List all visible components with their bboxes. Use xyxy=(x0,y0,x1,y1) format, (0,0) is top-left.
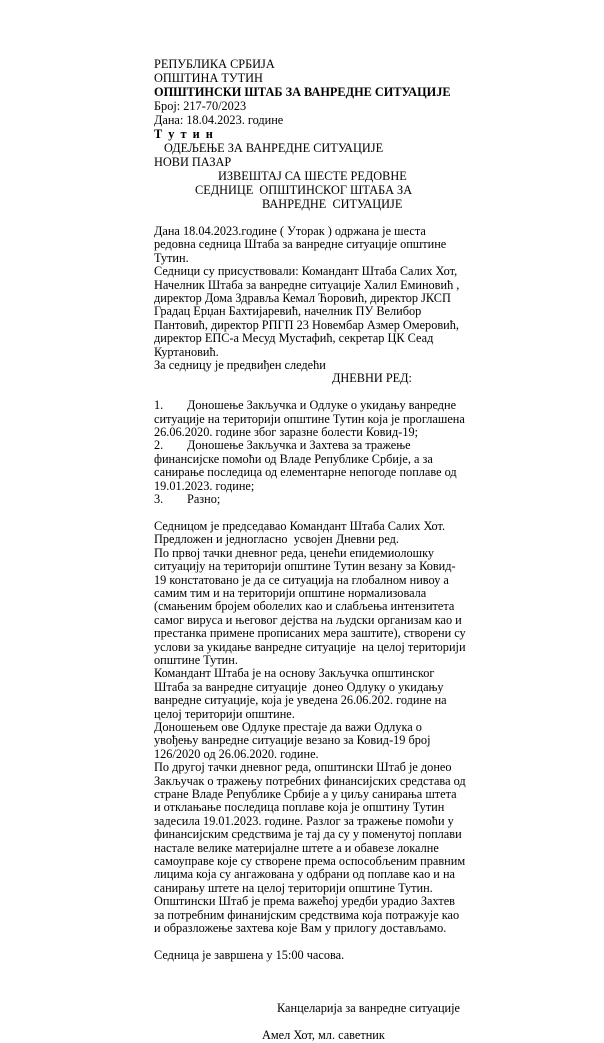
header-dept-line-2: НОВИ ПАЗАР xyxy=(154,155,232,169)
agenda-item-3 xyxy=(154,493,466,506)
intro-paragraph-1: Дана 18.04.2023.године ( Уторак ) одржана је шеста редовна седница Штаба за ванредне ситуације општине Тутин. xyxy=(154,224,450,265)
report-title-line-2: СЕДНИЦЕ ОПШТИНСКОГ ШТАБА ЗА xyxy=(195,183,413,197)
agenda-item-1-text: Доношење Закључка и Одлуке о укидању ванредне ситуације на територији општине Тутин која је проглашена 26.06.2020. године због заразне болести Ковид-19; xyxy=(154,398,468,440)
footer-signatory: Амел Хот, мл. саветник xyxy=(262,1028,385,1043)
header-place: Т у т и н xyxy=(154,127,215,141)
signature-section xyxy=(154,1002,466,1042)
header-dept-line-1: ОДЕЉЕЊЕ ЗА ВАНРЕДНЕ СИТУАЦИЈЕ xyxy=(164,141,384,155)
intro-paragraph-3: За седницу је предвиђен следећи xyxy=(154,358,326,373)
report-title-line-3: ВАНРЕДНЕ СИТУАЦИЈЕ xyxy=(262,197,403,211)
document-header xyxy=(154,57,466,211)
footer-office: Канцеларија за ванредне ситуације xyxy=(277,1001,461,1016)
minutes-paragraph-5: Доношењем ове Одлуке престаје да важи Одлука о увођењу ванредне ситуације везано за Ковид-19 број 126/2020 од 26.06.2020. године. xyxy=(154,720,434,761)
header-date: Дана: 18.04.2023. године xyxy=(154,113,284,127)
agenda-items xyxy=(154,399,466,506)
header-municipality: ОПШТИНА ТУТИН xyxy=(154,71,263,85)
minutes-section xyxy=(154,518,469,962)
minutes-paragraph-7: Општински Штаб је према важећој уредби урадио Захтев за потребним финанијским средствима која потражује као и образложење захтева које Вам у прилогу достављамо. xyxy=(154,894,463,936)
minutes-paragraph-1: Седницом је председавао Командант Штаба Салих Хот. xyxy=(154,518,446,533)
intro-section xyxy=(154,225,466,386)
header-staff-title: ОПШТИНСКИ ШТАБ ЗА ВАНРЕДНЕ СИТУАЦИЈЕ xyxy=(154,85,451,99)
intro-paragraph-2: Седници су присуствовали: Командант Штаба Салих Хот, Начелник Штаба за ванредне ситуације Халил Еминовић , директор Дома Здравља Кемал Ћоровић, директор ЈКСП Градац Ерџан Бахтијаревић, начелник ПУ Велибор Пантовић, директор РПГП 23 Новембар Азмер Омеровић, директор ЕПС-а Месуд Мустафић, секретар ЦК Сеад Куртановић. xyxy=(154,264,463,359)
closing-line: Седница је завршена у 15:00 часова. xyxy=(154,947,345,962)
agenda-item-1 xyxy=(154,399,466,439)
agenda-item-2-number: 2. xyxy=(154,438,164,453)
document-body xyxy=(154,224,469,1043)
agenda-item-1-number: 1. xyxy=(154,398,164,413)
header-number: Број: 217-70/2023 xyxy=(154,99,247,113)
minutes-paragraph-3: По првој тачки дневног реда, ценећи епидемиолошку ситуацију на територији општине Тутин везану за Ковид- 19 констатовано је да се ситуација на глобалном нивоу а самим тим и на територији општине нормализовала (смањеним бројем оболелих као и слабљења интензитета самог вируса и његовог дејства на људски организам као и престанка примене прописаних мера заштите), створени су услови за укидање ванредне ситуације на целој територији општине Тутин. xyxy=(154,545,469,667)
minutes-paragraph-2: Предложен и једногласно усвојен Дневни ред. xyxy=(154,532,399,547)
agenda-item-2 xyxy=(154,439,466,493)
agenda-heading: ДНЕВНИ РЕД: xyxy=(332,371,412,386)
report-title-line-1: ИЗВЕШТАЈ СА ШЕСТЕ РЕДОВНЕ xyxy=(218,169,407,183)
document-content xyxy=(154,57,469,1043)
agenda-item-2-text: Доношење Закључка и Захтева за тражење финансијске помоћи од Владе Републике Србије, а за санирање последица од елементарне непогоде поплаве од 19.01.2023. године; xyxy=(154,438,460,493)
header-republic: РЕПУБЛИКА СРБИЈА xyxy=(154,57,275,71)
minutes-paragraph-6: По другој тачки дневног реда, општински Штаб је донео Закључак о тражењу потребних финансијских средстава од стране Владе Републике Србије а у циљу санирања штета и отклањање последица поплаве која је општину Тутин задесила 19.01.2023. године. Разлог за тражење помоћи у финансијским средствима је тај да су у поменутој поплави настале велике материјалне штете а и обавезе локалне самоуправе које су створене према оспособљеним правним лицима која су ангажована у одбрани од поплаве као и на санирању штете на целој територији општине Тутин. xyxy=(154,760,469,895)
agenda-item-3-text: Разно; xyxy=(187,492,221,507)
minutes-paragraph-4: Командант Штаба је на основу Закључка општинског Штаба за ванредне ситуације донео Одлуку о укидању ванредне ситуације, која је уведена 26.06.202. године на целој територији општине. xyxy=(154,666,450,721)
agenda-item-3-number: 3. xyxy=(154,492,164,507)
